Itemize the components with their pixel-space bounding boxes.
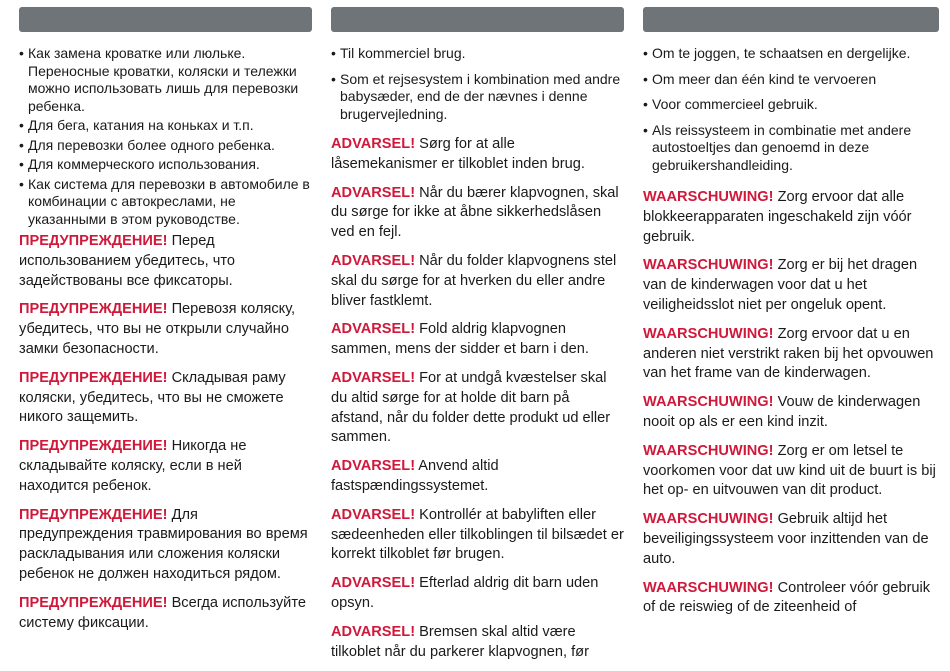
section-header-bar — [331, 7, 624, 32]
warning-text: Efterlad aldrig dit barn uden opsyn. — [331, 575, 599, 611]
warning-paragraph — [19, 437, 312, 496]
warning-text: Zorg er om letsel te voorkomen voor dat uw kind uit de buurt is bij het op- en uitvouwen van dit product. — [643, 442, 936, 499]
bullet-item: • Om meer dan één kind te vervoeren — [643, 71, 939, 89]
warning-paragraph — [643, 325, 939, 384]
warning-label: WAARSCHUWING! — [643, 579, 774, 596]
section-header-bar — [643, 7, 939, 32]
bullet-item: • Как замена кроватке или люльке. Переносные кроватки, коляски и тележки можно использовать лишь для перевозки ребенка. — [19, 45, 312, 115]
bullet-item: • Как система для перевозки в автомобиле в комбинации с автокреслами, не указанными в этом руководстве. — [19, 176, 312, 229]
warning-text: Перед использованием убедитесь, что задействованы все фиксаторы. — [19, 233, 236, 289]
warning-label: WAARSCHUWING! — [643, 325, 774, 342]
warning-label: ПРЕДУПРЕЖДЕНИЕ! — [19, 301, 168, 318]
warning-label: WAARSCHUWING! — [643, 257, 774, 274]
warning-text: For at undgå kvæstelser skal du altid sørge for at holde dit barn på afstand, når du folder dette produkt ud eller sammen. — [331, 369, 611, 446]
section-header-bar — [19, 7, 312, 32]
warning-text: Bremsen skal altid være tilkoblet når du parkerer klapvognen, før — [331, 623, 589, 660]
warning-text: Всегда используйте систему фиксации. — [19, 594, 306, 631]
warning-paragraph — [331, 369, 624, 448]
warning-paragraph — [643, 188, 939, 247]
warning-paragraph — [331, 184, 624, 243]
bullet-item: • Til kommerciel brug. — [331, 45, 624, 63]
warning-text: Складывая раму коляски, убедитесь, что вы не сможете никого защемить. — [19, 369, 286, 426]
warning-text: Når du bærer klapvognen, skal du sørge for ikke at åbne sikkerhedslåsen ved en fejl. — [331, 184, 619, 241]
warning-text: Zorg er bij het dragen van de kinderwagen voor dat u het veiligheidsslot niet per ongeluk opent. — [643, 257, 918, 313]
warning-text: Når du folder klapvognens stel skal du sørge for at hverken du eller andre bliver fastklemt. — [331, 252, 617, 309]
column-dutch — [643, 7, 939, 627]
warning-text: Vouw de kinderwagen nooit op als er een kind inzit. — [643, 394, 921, 430]
warning-text: Sørg for at alle låsemekanismer er tilkoblet inden brug. — [331, 136, 585, 172]
warning-text: Zorg ervoor dat alle blokkeerapparaten ingeschakeld zijn vóór gebruik. — [643, 189, 912, 245]
warning-label: ПРЕДУПРЕЖДЕНИЕ! — [19, 506, 168, 523]
warning-text: Gebruik altijd het beveiligingssysteem voor inzittenden van de auto. — [643, 511, 929, 567]
warning-paragraph — [643, 579, 939, 619]
warning-label: ADVARSEL! — [331, 506, 416, 523]
warning-text: Zorg ervoor dat u en anderen niet verstrikt raken bij het opvouwen van het frame van de kinderwagen. — [643, 325, 934, 382]
warning-paragraph — [331, 457, 624, 497]
warning-label: ADVARSEL! — [331, 369, 416, 386]
warning-paragraph — [19, 506, 312, 585]
column-russian — [19, 7, 312, 642]
warning-label: WAARSCHUWING! — [643, 189, 774, 205]
bullet-list — [331, 45, 624, 123]
warning-text: Anvend altid fastspændingssystemet. — [331, 458, 499, 494]
warning-paragraph — [331, 574, 624, 614]
warning-label: ADVARSEL! — [331, 623, 416, 640]
warning-text: Kontrollér at babyliften eller sædeenheden eller tilkoblingen til bilsædet er korrekt tilkoblet før brugen. — [331, 506, 624, 563]
bullet-item: • Voor commercieel gebruik. — [643, 96, 939, 114]
warning-label: ПРЕДУПРЕЖДЕНИЕ! — [19, 594, 168, 611]
warning-text: Перевозя коляску, убедитесь, что вы не открыли случайно замки безопасности. — [19, 301, 296, 357]
warning-label: ПРЕДУПРЕЖДЕНИЕ! — [19, 369, 168, 386]
warning-paragraph — [19, 594, 312, 634]
bullet-list — [643, 45, 939, 174]
column-danish — [331, 7, 624, 671]
warning-paragraph — [331, 623, 624, 663]
bullet-list — [19, 45, 312, 228]
bullet-item: • Als reissysteem in combinatie met andere autostoeltjes dan genoemd in deze gebruikershandleiding. — [643, 122, 939, 175]
warning-label: ADVARSEL! — [331, 575, 416, 592]
warning-paragraph — [331, 320, 624, 360]
warning-paragraph — [643, 393, 939, 433]
warning-paragraph — [643, 256, 939, 315]
warning-label: WAARSCHUWING! — [643, 394, 774, 411]
warning-text: Никогда не складывайте коляску, если в ней находится ребенок. — [19, 438, 247, 494]
warning-label: WAARSCHUWING! — [643, 511, 774, 528]
bullet-item: • Om te joggen, te schaatsen en dergelijke. — [643, 45, 939, 63]
warning-paragraph — [643, 442, 939, 501]
bullet-item: • Для коммерческого использования. — [19, 156, 312, 174]
bullet-item: • Для бега, катания на коньках и т.п. — [19, 117, 312, 135]
warning-label: ADVARSEL! — [331, 184, 416, 201]
warning-paragraph — [643, 510, 939, 569]
warning-paragraph — [331, 252, 624, 311]
warning-label: ADVARSEL! — [331, 252, 416, 269]
bullet-item: • Для перевозки более одного ребенка. — [19, 137, 312, 155]
warning-paragraph — [331, 135, 624, 175]
warning-text: Controleer vóór gebruik of de reiswieg of de ziteenheid of — [643, 579, 931, 616]
warning-label: ПРЕДУПРЕЖДЕНИЕ! — [19, 233, 168, 249]
warning-paragraph — [19, 369, 312, 428]
warning-paragraph — [331, 506, 624, 565]
warning-paragraph — [19, 232, 312, 291]
warning-label: WAARSCHUWING! — [643, 442, 774, 459]
warning-paragraph — [19, 300, 312, 359]
warning-label: ADVARSEL! — [331, 136, 416, 152]
bullet-item: • Som et rejsesystem i kombination med andre babysæder, end de der nævnes i denne brugervejledning. — [331, 71, 624, 124]
warning-text: Fold aldrig klapvognen sammen, mens der sidder et barn i den. — [331, 321, 589, 358]
warning-text: Для предупреждения травмирования во время раскладывания или сложения коляски ребенок не должен находиться рядом. — [19, 506, 308, 582]
warning-label: ADVARSEL! — [331, 458, 416, 475]
warning-label: ADVARSEL! — [331, 321, 416, 338]
warning-label: ПРЕДУПРЕЖДЕНИЕ! — [19, 438, 168, 455]
